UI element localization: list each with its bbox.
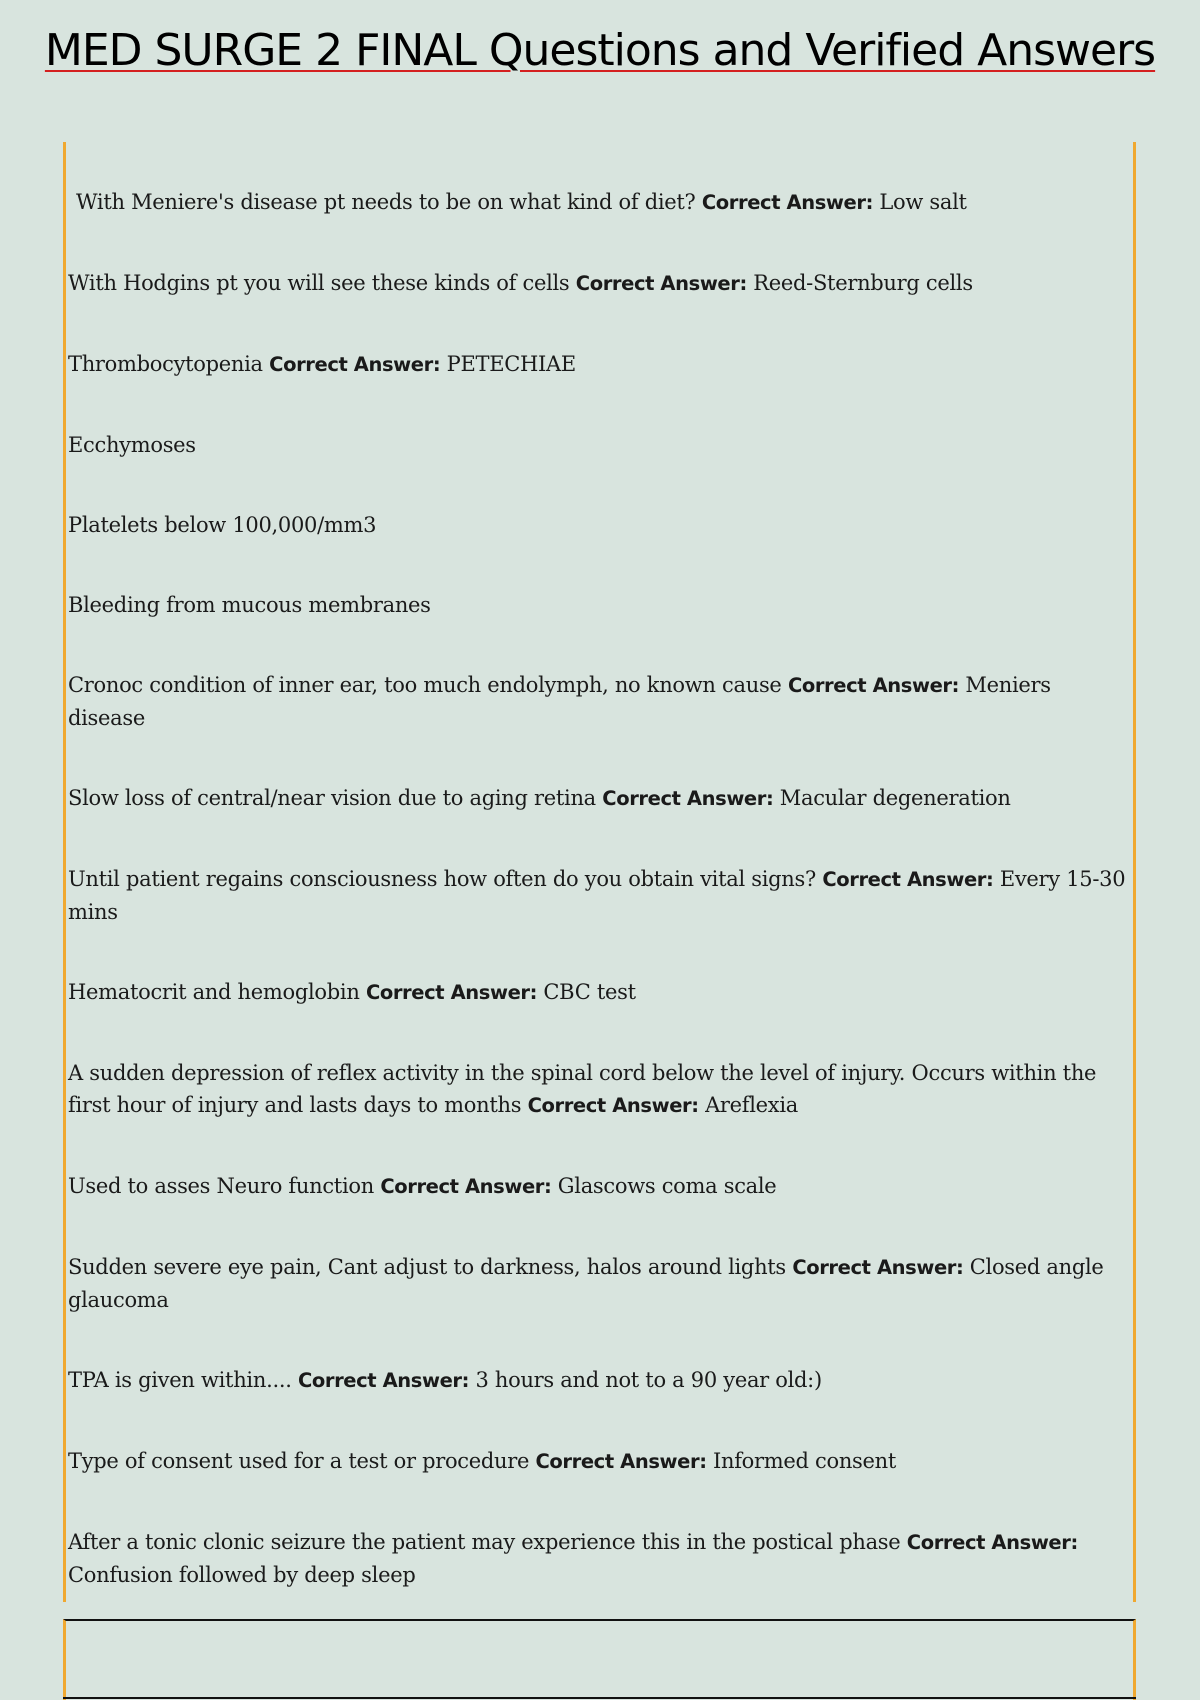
- correct-answer-label: Correct Answer:: [365, 981, 538, 1004]
- qa-item: [68, 186, 1133, 219]
- correct-answer-label: Correct Answer:: [822, 868, 994, 891]
- qa-question: TPA is given within....: [68, 1368, 292, 1392]
- correct-answer-label: Correct Answer:: [906, 1531, 1078, 1554]
- correct-answer-label: Correct Answer:: [527, 1094, 699, 1117]
- qa-list: [68, 186, 1133, 1639]
- qa-item: [68, 782, 1133, 815]
- document-title-text: MED SURGE 2 FINAL Questions and Verified Answers: [44, 25, 1156, 76]
- page-bottom-rule: [63, 1697, 1136, 1699]
- qa-question: Until patient regains consciousness how often do you obtain vital signs?: [68, 867, 816, 891]
- correct-answer-label: Correct Answer:: [535, 1450, 707, 1473]
- next-section-frame: [63, 1619, 1136, 1700]
- qa-question: After a tonic clonic seizure the patient may experience this in the postical phase: [68, 1530, 901, 1554]
- qa-item: [68, 1526, 1133, 1591]
- qa-answer: Low salt: [879, 190, 967, 214]
- qa-question: Used to asses Neuro function: [68, 1174, 374, 1198]
- qa-answer: 3 hours and not to a 90 year old:): [475, 1368, 822, 1392]
- qa-item: [68, 348, 1133, 381]
- qa-item: [68, 267, 1133, 300]
- qa-question: Hematocrit and hemoglobin: [68, 980, 360, 1004]
- qa-item: [68, 1251, 1133, 1316]
- qa-item: [68, 589, 1133, 621]
- qa-item: [68, 863, 1133, 928]
- document-title: [0, 22, 1200, 79]
- qa-text: Platelets below 100,000/mm3: [68, 513, 377, 537]
- qa-item: [68, 429, 1133, 461]
- correct-answer-label: Correct Answer:: [792, 1256, 964, 1279]
- qa-answer: Confusion followed by deep sleep: [68, 1563, 416, 1587]
- qa-text: Ecchymoses: [68, 433, 196, 457]
- correct-answer-label: Correct Answer:: [701, 191, 873, 214]
- correct-answer-label: Correct Answer:: [297, 1369, 470, 1392]
- qa-question: With Hodgins pt you will see these kinds of cells: [68, 271, 570, 295]
- correct-answer-label: Correct Answer:: [602, 787, 774, 810]
- qa-question: Sudden severe eye pain, Cant adjust to darkness, halos around lights: [68, 1255, 786, 1279]
- qa-answer: Areflexia: [705, 1093, 798, 1117]
- qa-item: [68, 1445, 1133, 1478]
- correct-answer-label: Correct Answer:: [787, 674, 960, 697]
- qa-answer: Reed-Sternburg cells: [753, 271, 973, 295]
- qa-question: Type of consent used for a test or procedure: [68, 1449, 530, 1473]
- qa-item: [68, 1057, 1133, 1122]
- qa-question: Thrombocytopenia: [68, 352, 263, 376]
- qa-item: [68, 976, 1133, 1009]
- correct-answer-label: Correct Answer:: [575, 272, 747, 295]
- qa-answer: Macular degeneration: [779, 786, 1011, 810]
- qa-item: [68, 1364, 1133, 1397]
- qa-question: A sudden depression of reflex activity in the spinal cord below the level of injury. Occurs within the first hour of injury and lasts days to months: [68, 1061, 1097, 1117]
- qa-question: Cronoc condition of inner ear, too much endolymph, no known cause: [68, 673, 782, 697]
- correct-answer-label: Correct Answer:: [269, 353, 441, 376]
- qa-item: [68, 1170, 1133, 1203]
- qa-answer: Meniers disease: [68, 673, 1051, 730]
- qa-item: [68, 669, 1133, 734]
- qa-text: Bleeding from mucous membranes: [68, 593, 431, 617]
- qa-question: With Meniere's disease pt needs to be on what kind of diet?: [76, 190, 696, 214]
- qa-question: Slow loss of central/near vision due to aging retina: [68, 786, 596, 810]
- qa-answer: Informed consent: [712, 1449, 897, 1473]
- qa-item: [68, 509, 1133, 541]
- qa-answer: CBC test: [543, 980, 636, 1004]
- qa-answer: Every 15-30 mins: [68, 867, 1126, 924]
- qa-answer: Glascows coma scale: [557, 1174, 777, 1198]
- qa-answer: Closed angle glaucoma: [68, 1255, 1104, 1312]
- correct-answer-label: Correct Answer:: [380, 1175, 552, 1198]
- qa-answer: PETECHIAE: [446, 352, 576, 376]
